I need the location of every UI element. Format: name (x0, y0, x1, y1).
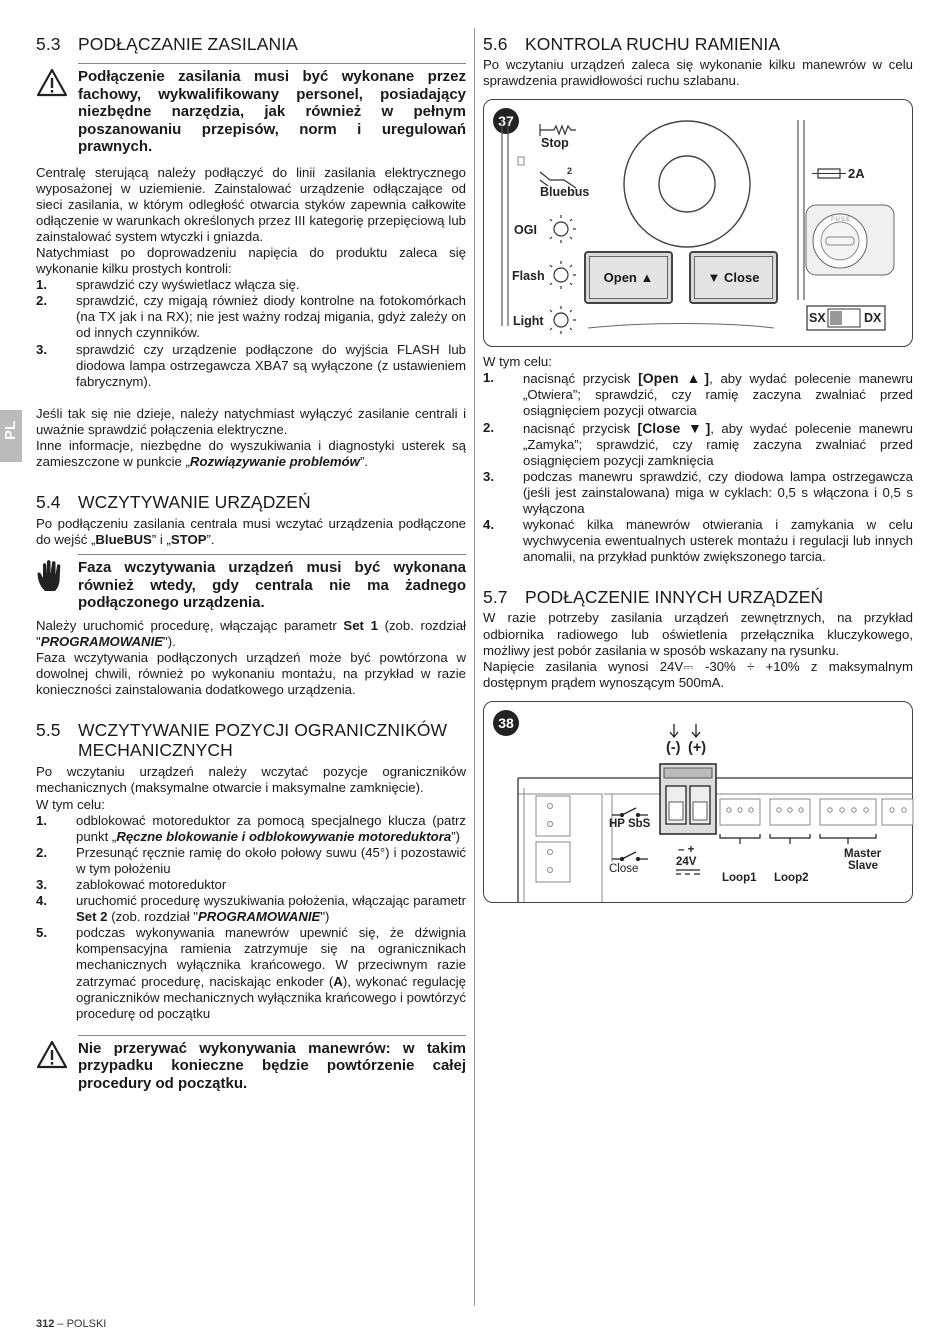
procedure-list (36, 813, 466, 1022)
section-title: PODŁĄCZANIE ZASILANIA (78, 34, 298, 54)
open-button[interactable] (584, 251, 673, 304)
close-input-label: Close (609, 862, 639, 875)
section-number: 5.6 (483, 34, 508, 54)
paragraph: Po wczytaniu urządzeń zaleca się wykonanie kilku manewrów w celu sprawdzenia prawidłowości ruchu szlabanu. (483, 57, 913, 89)
check-list (483, 370, 913, 565)
section-heading-5-5 (36, 720, 466, 760)
check-list (36, 277, 466, 390)
left-column (36, 28, 466, 1092)
paragraph: W razie potrzeby zasilania urządzeń zewnętrznych, na przykład odbiornika radiowego lub oświetlenia przełącznika kluczykowego, możliwy jest pobór zasilania w sposób wskazany na rysunku. (483, 610, 913, 658)
paragraph: Natychmiast po doprowadzeniu napięcia do produktu zaleca się wykonanie kilku prostych kontroli: (36, 244, 466, 277)
footer-language: POLSKI (66, 1318, 107, 1330)
slave-label: Slave (848, 859, 879, 872)
list-item: 2. Przesunąć ręcznie ramię do około połowy suwu (45°) i pozostawić w tym położeniu (36, 844, 466, 876)
heading-rule (78, 63, 466, 64)
open-button-label: Open ▲ (589, 256, 668, 299)
section-title: WCZYTYWANIE URZĄDZEŃ (78, 492, 311, 513)
list-item: 1. sprawdzić czy wyświetlacz włącza się. (36, 277, 300, 293)
list-item: 3. sprawdzić czy urządzenie podłączone do wyjścia FLASH lub diodowa lampa ostrzegawcza XBA7 są wyłączone (z ustawieniem fabrycznym). (36, 341, 466, 389)
section-title: KONTROLA RUCHU RAMIENIA (525, 34, 781, 54)
column-divider (474, 28, 475, 1306)
figure-38-terminal-board (483, 701, 913, 903)
figure-badge: 38 (493, 710, 519, 736)
warning-text: Nie przerywać wykonywania manewrów: w takim przypadku konieczne będzie powtórzenie całej procedury od początku. (78, 1039, 466, 1092)
close-button[interactable] (689, 251, 778, 304)
right-column (483, 28, 913, 903)
bluebus-label: Bluebus (540, 185, 590, 200)
warning-text: Podłączenie zasilania musi być wykonane przez fachowy, wykwalifikowany personel, posiadający niezbędne narzędzia, jak również w pełnym poszanowaniu przepisów, norm i uregulowań prawnych. (78, 68, 466, 155)
sx-label: SX (809, 311, 826, 326)
warning-box (36, 68, 466, 156)
caution-text: Faza wczytywania urządzeń musi być wykonana również wtedy, gdy centrala nie ma żadnego podłączonego urządzenia. (78, 559, 466, 612)
light-label: Light (513, 314, 544, 329)
paragraph: Po podłączeniu zasilania centrala musi wczytać urządzenia podłączone do wejść „BlueBUS” i „STOP”. (36, 516, 466, 548)
page-footer: 312 – POLSKI (36, 1318, 107, 1330)
section-title: PODŁĄCZENIE INNYCH URZĄDZEŃ (525, 587, 824, 608)
paragraph: Napięcie zasilania wynosi 24V⎓ -30% ÷ +10% z maksymalnym dostępnym prądem wynoszącym 500mA. (483, 658, 913, 690)
section-number: 5.3 (36, 34, 61, 54)
list-item: 2. nacisnąć przycisk [Close ▼], aby wydać polecenie manewru „Zamyka”; sprawdzić, czy ramię zaczyna zwalniać przed osiągnięciem pozycji zamknięcia (483, 419, 913, 468)
paragraph: Należy uruchomić procedurę, włączając parametr Set 1 (zob. rozdział "PROGRAMOWANIE"). (36, 617, 466, 649)
caution-box (36, 559, 466, 612)
ogi-label: OGI (514, 223, 537, 238)
warning-box (36, 1040, 466, 1093)
section-heading-5-6 (483, 34, 913, 54)
section-number: 5.4 (36, 492, 61, 513)
paragraph: Faza wczytywania podłączonych urządzeń może być powtórzona w dowolnej chwili, również po wykonaniu montażu, na przykład w razie konieczności zainstalowania dodatkowego urządzenia. (36, 650, 466, 698)
loop2-label: Loop2 (774, 871, 809, 884)
section-number: 5.7 (483, 587, 508, 608)
dx-label: DX (864, 311, 882, 326)
section-heading-5-4 (36, 492, 466, 512)
section-heading-5-3 (36, 34, 466, 54)
paragraph: Po wczytaniu urządzeń należy wczytać pozycje ograniczników mechanicznych (maksymalne otwarcie i maksymalne zamknięcie). (36, 764, 466, 796)
fuse-rating-label: 2A (848, 166, 865, 182)
paragraph: Centralę sterującą należy podłączyć do linii zasilania elektrycznego wyposażonej w uziemienie. Zainstalować urządzenie odłączające od sieci zasilania, w którym odległość otwarcia styków zapewnia całkowite odłączenie w warunkach określonych przez III kategorię przepięciową lub zainstalować system wtyczki i gniazda. (36, 164, 466, 244)
section-number: 5.5 (36, 720, 61, 741)
flash-label: Flash (512, 269, 545, 284)
svg-text:2: 2 (567, 166, 573, 177)
section-title: WCZYTYWANIE POZYCJI OGRANICZNIKÓW MECHANICZNYCH (78, 720, 448, 761)
voltage-label: 24V (676, 855, 697, 868)
figure-37-control-panel (483, 99, 913, 347)
cross-reference: Rozwiązywanie problemów (189, 454, 360, 470)
page-number: 312 (36, 1318, 55, 1330)
list-item: 4. uruchomić procedurę wyszukiwania położenia, włączając parametr Set 2 (zob. rozdział "PROGRAMOWANIE") (36, 893, 466, 925)
list-item: 2. sprawdzić, czy migają również diody kontrolne na fotokomórkach (na TX jak i na RX); nie jest ważny rodzaj migania, gdyż zależy on od innych czynników. (36, 293, 466, 341)
list-item: 3. zablokować motoreduktor (36, 877, 227, 892)
paragraph: Jeśli tak się nie dzieje, należy natychmiast wyłączyć zasilanie centrali i uważnie sprawdzić połączenia elektryczne. (36, 405, 466, 437)
language-code: PL (2, 420, 19, 440)
paragraph: W tym celu: (36, 796, 105, 812)
heading-rule (78, 1035, 466, 1036)
list-item: 5. podczas wykonywania manewrów upewnić się, że dźwignia kompensacyjna ramienia zatrzymuje się na ogranicznikach mechanicznych wyłącznika krańcowego. W przeciwnym razie zatrzymać procedurę, naciskając enkoder (A), wykonać regulację ograniczników mechanicznych wyłącznika krańcowego i powtórzyć procedurę od początku (36, 925, 466, 1021)
language-side-tab (0, 410, 22, 462)
heading-rule (78, 554, 466, 555)
polarity-label: – + (678, 843, 695, 856)
figure-badge: 37 (493, 108, 519, 134)
minus-terminal-label: (-) (666, 739, 681, 756)
stop-label: Stop (541, 136, 569, 151)
warning-triangle-icon (36, 68, 78, 156)
list-item: 1. nacisnąć przycisk [Open ▲], aby wydać polecenie manewru „Otwiera”; sprawdzić, czy ramię zaczyna zwalniać przed osiągnięciem pozycji otwarcia (483, 370, 913, 419)
warning-triangle-icon (36, 1040, 78, 1093)
section-heading-5-7 (483, 587, 913, 607)
list-item: 1. odblokować motoreduktor za pomocą specjalnego klucza (patrz punkt „Ręczne blokowanie i odblokowywanie motoreduktora”) (36, 812, 466, 844)
plus-terminal-label: (+) (688, 739, 707, 756)
list-item: 4. wykonać kilka manewrów otwierania i zamykania w celu wychwycenia ewentualnych usterek montażu i regulacji lub innych anomalii, na przykład punktów zwiększonego tarcia. (483, 517, 913, 565)
terminal-drawing (484, 702, 914, 902)
paragraph: Inne informacje, niezbędne do wyszukiwania i diagnostyki usterek są zamieszczone w punkcie „Rozwiązywanie problemów”. (36, 438, 466, 470)
fuse-label: FUSE (831, 217, 852, 224)
hp-sbs-label: HP SbS (609, 817, 651, 830)
paragraph: W tym celu: (483, 354, 552, 370)
hand-stop-icon (36, 559, 78, 612)
list-item: 3. podczas manewru sprawdzić, czy diodowa lampa ostrzegawcza (jeśli jest zainstalowana) miga w cyklach: 0,5 s włączona i 0,5 s wyłączona (483, 468, 913, 517)
loop1-label: Loop1 (722, 871, 757, 884)
master-label: Master (844, 847, 882, 860)
close-button-label: ▼ Close (694, 256, 773, 299)
